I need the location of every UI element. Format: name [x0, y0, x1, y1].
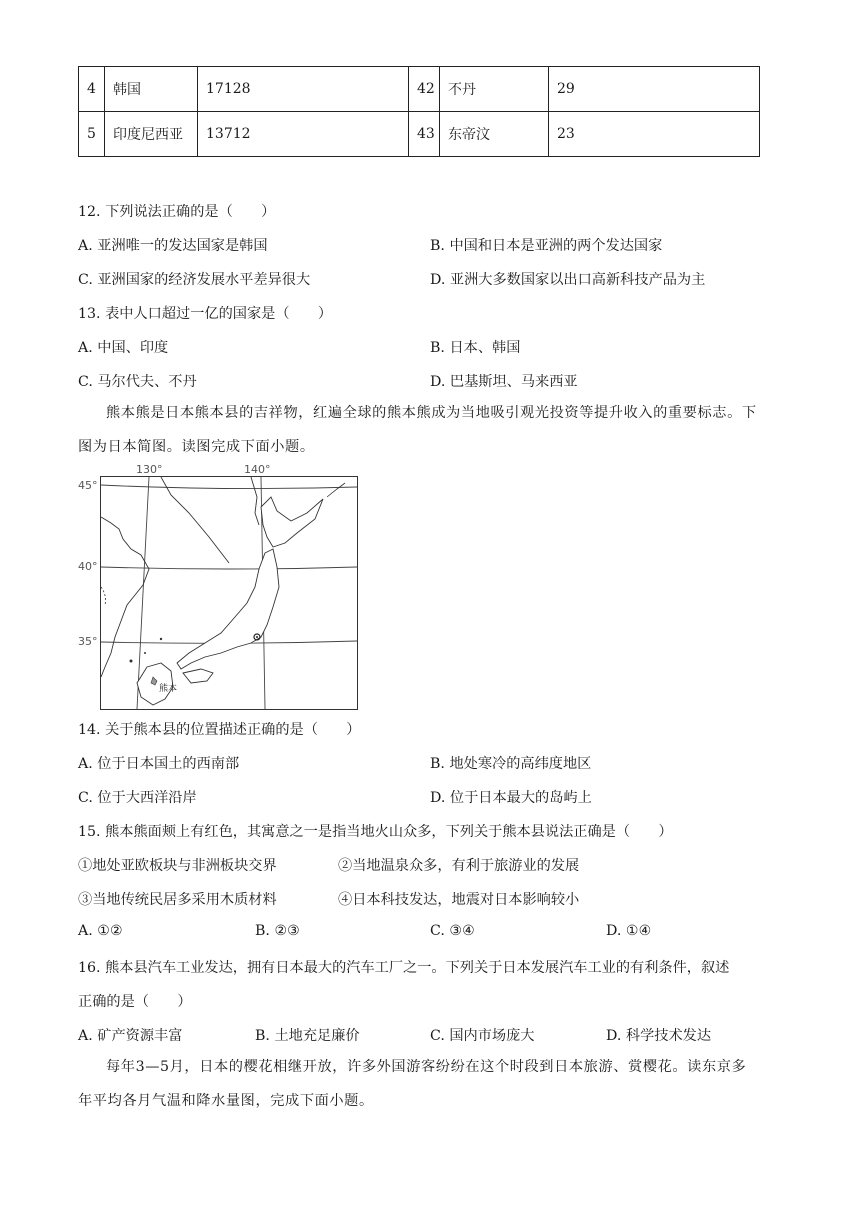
question-16-stem: 16. 熊本县汽车工业发达，拥有日本最大的汽车工厂之一。下列关于日本发展汽车工业的有利条件，叙述 [78, 960, 730, 976]
statement-15-1: ①地处亚欧板块与非洲板块交界 [78, 858, 277, 874]
map-lon-label: 140° [244, 463, 271, 476]
table-cell: 42 [409, 67, 440, 112]
reading-passage-sakura: 每年3—5月，日本的樱花相继开放，许多外国游客纷纷在这个时段到日本旅游、赏樱花。读东京多年平均各月气温和降水量图，完成下面小题。 [78, 1059, 747, 1109]
option-16-b[interactable]: B. 土地充足廉价 [255, 1028, 360, 1044]
map-lon-label: 130° [136, 463, 163, 476]
option-12-a[interactable]: A. 亚洲唯一的发达国家是韩国 [78, 238, 268, 254]
continent-coast [161, 477, 229, 563]
option-13-c[interactable]: C. 马尔代夫、不丹 [78, 374, 197, 390]
population-table [78, 66, 760, 157]
table-cell: 4 [79, 67, 105, 112]
map-lat-label: 40° [78, 560, 98, 573]
option-15-c[interactable]: C. ③④ [430, 923, 475, 939]
table-cell: 5 [79, 112, 105, 157]
map-lat-label: 35° [78, 635, 98, 648]
statement-15-2: ②当地温泉众多，有利于旅游业的发展 [338, 858, 580, 874]
small-island [160, 638, 162, 640]
table-cell: 23 [549, 112, 760, 157]
option-14-b[interactable]: B. 地处寒冷的高纬度地区 [430, 756, 592, 772]
option-12-d[interactable]: D. 亚洲大多数国家以出口高新科技产品为主 [430, 272, 706, 288]
kuril-islands [327, 483, 345, 497]
border-line [101, 587, 106, 605]
statement-15-3: ③当地传统民居多采用木质材料 [78, 892, 277, 908]
option-16-c[interactable]: C. 国内市场庞大 [430, 1028, 535, 1044]
table-cell: 13712 [198, 112, 409, 157]
statement-15-4: ④日本科技发达，地震对日本影响较小 [338, 892, 580, 908]
question-15-stem: 15. 熊本熊面颊上有红色，其寓意之一是指当地火山众多，下列关于熊本县说法正确是（ ） [78, 824, 673, 840]
option-14-a[interactable]: A. 位于日本国土的西南部 [78, 756, 240, 772]
question-13-stem: 13. 表中人口超过一亿的国家是（ ） [78, 306, 333, 322]
option-16-a[interactable]: A. 矿产资源丰富 [78, 1028, 183, 1044]
option-15-b[interactable]: B. ②③ [255, 923, 300, 939]
option-15-a[interactable]: A. ①② [78, 923, 123, 939]
option-13-d[interactable]: D. 巴基斯坦、马来西亚 [430, 374, 578, 390]
japan-map [100, 476, 358, 710]
question-16-stem-cont: 正确的是（ ） [78, 994, 192, 1010]
table-cell: 韩国 [105, 67, 198, 112]
option-13-b[interactable]: B. 日本、韩国 [430, 340, 521, 356]
option-16-d[interactable]: D. 科学技术发达 [606, 1028, 712, 1044]
question-12-stem: 12. 下列说法正确的是（ ） [78, 204, 276, 220]
option-15-d[interactable]: D. ①④ [606, 923, 652, 939]
option-12-c[interactable]: C. 亚洲国家的经济发展水平差异很大 [78, 272, 311, 288]
table-row [79, 67, 760, 112]
small-island [144, 652, 146, 654]
table-cell: 印度尼西亚 [105, 112, 198, 157]
latitude-line-45 [101, 485, 357, 489]
option-13-a[interactable]: A. 中国、印度 [78, 340, 169, 356]
reading-passage-kumamoto: 熊本熊是日本熊本县的吉祥物，红遍全球的熊本熊成为当地吸引观光投资等提升收入的重要标志。下图为日本简图。读图完成下面小题。 [78, 405, 757, 455]
japan-map-svg [101, 477, 357, 709]
table-row [79, 112, 760, 157]
small-island [130, 660, 133, 663]
hokkaido-island [261, 497, 323, 547]
table-cell: 43 [409, 112, 440, 157]
option-12-b[interactable]: B. 中国和日本是亚洲的两个发达国家 [430, 238, 663, 254]
question-14-stem: 14. 关于熊本县的位置描述正确的是（ ） [78, 722, 361, 738]
tokyo-marker-dot [256, 636, 258, 638]
map-lat-label: 45° [78, 479, 98, 492]
table-cell: 东帝汶 [440, 112, 549, 157]
table-cell: 29 [549, 67, 760, 112]
shikoku-island [183, 669, 213, 683]
table-cell: 17128 [198, 67, 409, 112]
sakhalin-island [251, 477, 259, 525]
latitude-line-40 [101, 567, 357, 569]
continent-coast [101, 517, 149, 677]
option-14-d[interactable]: D. 位于日本最大的岛屿上 [430, 790, 592, 806]
kumamoto-label: 熊本 [159, 684, 178, 694]
option-14-c[interactable]: C. 位于大西洋沿岸 [78, 790, 197, 806]
table-cell: 不丹 [440, 67, 549, 112]
